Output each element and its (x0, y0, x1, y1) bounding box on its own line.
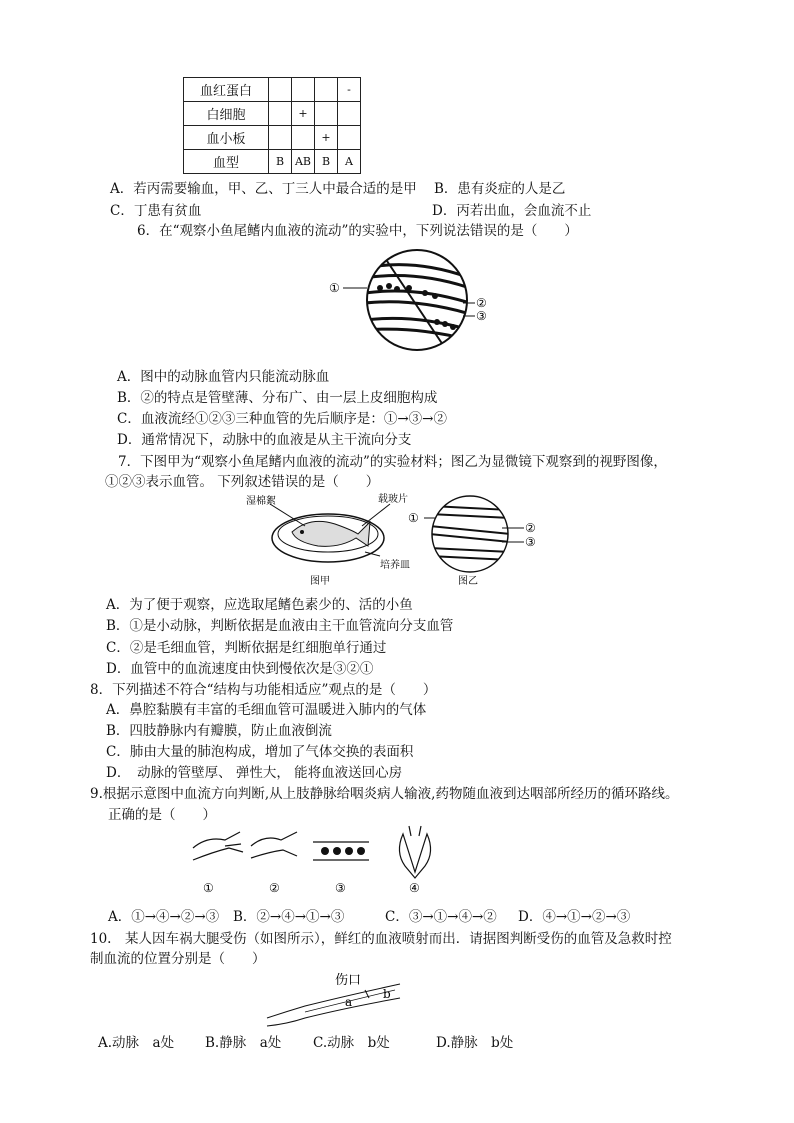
q9-fig-3: ③ (335, 881, 346, 895)
table-row (184, 102, 361, 126)
label-b: b (383, 987, 391, 1001)
q6-option-c: C．血液流经①②③三种血管的先后顺序是：①→③→② (117, 411, 447, 427)
q5-option-c: C．丁患有贫血 (110, 203, 202, 219)
q9-fig-1: ① (203, 881, 214, 895)
row-label: 血红蛋白 (184, 78, 269, 102)
table-cell (269, 102, 292, 126)
table-cell: B (269, 150, 292, 174)
q9-fig-4: ④ (409, 881, 420, 895)
label-a: a (345, 995, 353, 1009)
table-row (184, 78, 361, 102)
q8-option-a: A．鼻腔黏膜有丰富的毛细血管可温暖进入肺内的气体 (106, 702, 427, 718)
q7-option-a: A．为了便于观察，应选取尾鳍色素少的、活的小鱼 (106, 597, 413, 613)
q10-stem-line2: 制血流的位置分别是（ ） (90, 951, 266, 967)
q9-stem-line2: 正确的是（ ） (108, 807, 216, 823)
q6-option-b: B．②的特点是管壁薄、分布广、由一层上皮细胞构成 (117, 390, 438, 406)
table-cell: + (315, 126, 338, 150)
label-dish: 培养皿 (380, 560, 410, 571)
wound-label: 伤口 (335, 973, 362, 988)
q7-option-d: D．血管中的血流速度由快到慢依次是③②① (106, 661, 374, 677)
q10-stem-line1: 10. 某人因车祸大腿受伤（如图所示），鲜红的血液喷射而出．请据图判断受伤的血管及急救时控 (90, 931, 672, 947)
q6-label-1: ① (329, 281, 340, 295)
fig-b-caption: 图乙 (458, 576, 478, 587)
table-cell (338, 102, 361, 126)
table-cell: A (338, 150, 361, 174)
q8-option-d: D． 动脉的管壁厚、 弹性大， 能将血液送回心房 (106, 765, 403, 781)
table-cell: B (315, 150, 338, 174)
table-row (184, 150, 361, 174)
row-label: 血型 (184, 150, 269, 174)
fish-experiment-figure (240, 490, 550, 590)
table-cell (315, 78, 338, 102)
label-cotton: 湿棉絮 (246, 496, 276, 507)
table-cell (338, 126, 361, 150)
q7-stem-line1: 7．下图甲为“观察小鱼尾鳍内血液的流动”的实验材料；图乙为显微镜下观察到的视野图像， (118, 454, 667, 470)
q10-option-a: A.动脉 a处 (98, 1035, 175, 1051)
q10-option-d: D.静脉 b处 (436, 1035, 514, 1051)
q9-fig-2: ② (269, 881, 280, 895)
q8-option-c: C．肺由大量的肺泡构成，增加了气体交换的表面积 (106, 744, 414, 760)
table-cell: AB (292, 150, 315, 174)
q10-option-b: B.静脉 a处 (205, 1035, 282, 1051)
q7-label-1: ① (408, 511, 419, 525)
blood-test-table (183, 77, 361, 174)
table-cell: + (292, 102, 315, 126)
q7-option-c: C．②是毛细血管，判断依据是红细胞单行通过 (106, 640, 387, 656)
q9-stem-line1: 9.根据示意图中血流方向判断,从上肢静脉给咽炎病人输液,药物随血液到达咽部所经历的循环路线。 (90, 786, 679, 802)
q6-label-3: ③ (476, 309, 487, 323)
microscope-view-figure (325, 248, 505, 358)
q5-option-d: D．丙若出血，会血流不止 (432, 203, 592, 219)
blood-flow-figures (185, 822, 445, 900)
q6-stem: 6．在“观察小鱼尾鳍内血液的流动”的实验中，下列说法错误的是（ ） (137, 223, 578, 239)
q9-option-d: D．④→①→②→③ (518, 909, 631, 925)
table-row (184, 126, 361, 150)
table-cell (292, 126, 315, 150)
table-cell (269, 126, 292, 150)
q7-option-b: B．①是小动脉，判断依据是血液由主干血管流向分支血管 (106, 618, 454, 634)
q5-option-b: B．患有炎症的人是乙 (434, 181, 566, 197)
table-cell (269, 78, 292, 102)
q6-option-d: D．通常情况下，动脉中的血液是从主干流向分支 (117, 432, 412, 448)
leg-injury-figure (265, 968, 415, 1030)
row-label: 白细胞 (184, 102, 269, 126)
label-slide: 载玻片 (378, 494, 408, 505)
q9-option-c: C．③→①→④→② (385, 909, 497, 925)
q7-stem-line2: ①②③表示血管。 下列叙述错误的是（ ） (105, 474, 380, 490)
q6-label-2: ② (476, 296, 487, 310)
q8-stem: 8．下列描述不符合“结构与功能相适应”观点的是（ ） (90, 682, 437, 698)
q10-option-c: C.动脉 b处 (313, 1035, 390, 1051)
table-cell (292, 78, 315, 102)
table-cell (315, 102, 338, 126)
table-cell: - (338, 78, 361, 102)
q6-option-a: A．图中的动脉血管内只能流动脉血 (117, 369, 330, 385)
fig-a-caption: 图甲 (310, 576, 330, 587)
q9-option-a: A．①→④→②→③ (108, 909, 220, 925)
q5-option-a: A．若丙需要输血，甲、乙、丁三人中最合适的是甲 (110, 181, 417, 197)
q7-label-2: ② (525, 521, 536, 535)
q8-option-b: B．四肢静脉内有瓣膜，防止血液倒流 (106, 723, 332, 739)
q9-option-b: B．②→④→①→③ (233, 909, 345, 925)
q7-label-3: ③ (525, 535, 536, 549)
row-label: 血小板 (184, 126, 269, 150)
